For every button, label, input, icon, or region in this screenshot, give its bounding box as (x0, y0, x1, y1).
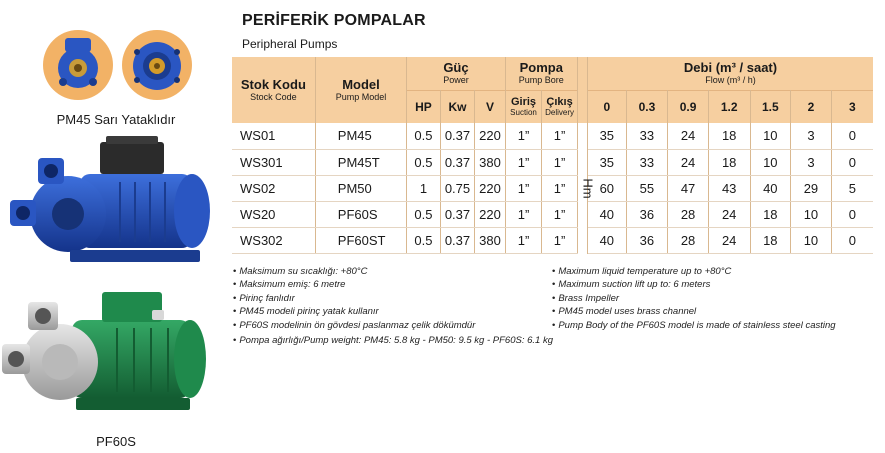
suction-cell: 1” (505, 123, 542, 149)
note-item: • Pump Body of the PF60S model is made of stainless steel casting (552, 319, 836, 331)
note-item: • Maximum suction lift up to: 6 meters (552, 279, 711, 291)
head-cell: 10 (791, 227, 832, 253)
page-subtitle: Peripheral Pumps (242, 37, 338, 51)
head-cell: 18 (708, 123, 750, 149)
table-row (232, 149, 873, 175)
head-cell: 18 (750, 227, 791, 253)
flow-col-3: 1.2 (708, 90, 750, 123)
model-cell: PF60ST (315, 227, 406, 253)
head-cell: 33 (626, 149, 668, 175)
head-cell: 43 (708, 175, 750, 201)
power-header: Güç Power (407, 57, 506, 90)
head-cell: 18 (708, 149, 750, 175)
pump-bore-header: Pompa Pump Bore (505, 57, 577, 90)
suction-header: Giriş Suction (505, 90, 542, 123)
head-cell: 24 (708, 201, 750, 227)
notes-turkish (233, 265, 475, 332)
pf60s-pump-image (2, 286, 224, 431)
pm45-detail-image-1 (43, 30, 113, 100)
head-cell: 0 (831, 149, 873, 175)
head-cell: 40 (750, 175, 791, 201)
suction-cell: 1” (505, 227, 542, 253)
head-cell: 10 (750, 123, 791, 149)
suction-cell: 1” (505, 175, 542, 201)
notes-english (552, 265, 836, 332)
head-cell: 24 (668, 149, 709, 175)
head-cell: 3 (791, 149, 832, 175)
table-row (232, 123, 873, 149)
head-cell: 60 (588, 175, 627, 201)
flow-col-5: 2 (791, 90, 832, 123)
hm-label: Hm (577, 123, 587, 253)
kw-cell: 0.37 (440, 201, 475, 227)
kw-cell: 0.75 (440, 175, 475, 201)
product-images (0, 0, 232, 453)
head-cell: 24 (668, 123, 709, 149)
model-cell: PM45 (315, 123, 406, 149)
suction-cell: 1” (505, 149, 542, 175)
model-cell: PF60S (315, 201, 406, 227)
head-cell: 24 (708, 227, 750, 253)
head-cell: 28 (668, 201, 709, 227)
head-cell: 10 (750, 149, 791, 175)
suction-cell: 1” (505, 201, 542, 227)
v-header: V (475, 90, 506, 123)
head-cell: 40 (588, 227, 627, 253)
flow-col-1: 0.3 (626, 90, 668, 123)
note-item: • PM45 model uses brass channel (552, 306, 697, 318)
page-title: PERİFERİK POMPALAR (242, 12, 426, 29)
flow-col-4: 1.5 (750, 90, 791, 123)
head-cell: 36 (626, 201, 668, 227)
note-item: • PM45 modeli pirinç yatak kullanır (233, 306, 379, 318)
kw-cell: 0.37 (440, 227, 475, 253)
delivery-cell: 1” (542, 123, 578, 149)
head-cell: 28 (668, 227, 709, 253)
head-cell: 0 (831, 227, 873, 253)
note-item: • PF60S modelinin ön gövdesi paslanmaz çelik dökümdür (233, 319, 476, 331)
header-gap (577, 57, 587, 123)
delivery-cell: 1” (542, 201, 578, 227)
head-cell: 0 (831, 201, 873, 227)
flow-col-6: 3 (831, 90, 873, 123)
head-cell: 55 (626, 175, 668, 201)
pm45-detail-image-2 (122, 30, 192, 100)
stock-code-cell: WS01 (232, 123, 315, 149)
stock-code-cell: WS301 (232, 149, 315, 175)
head-cell: 5 (831, 175, 873, 201)
v-cell: 220 (475, 123, 506, 149)
stock-code-header: Stok Kodu Stock Code (232, 57, 315, 123)
head-cell: 36 (626, 227, 668, 253)
head-cell: 35 (588, 149, 627, 175)
note-item: • Maximum liquid temperature up to +80°C (552, 266, 732, 277)
table-row (232, 201, 873, 227)
hp-cell: 1 (407, 175, 441, 201)
v-cell: 380 (475, 227, 506, 253)
delivery-cell: 1” (542, 227, 578, 253)
head-cell: 10 (791, 201, 832, 227)
hp-cell: 0.5 (407, 201, 441, 227)
flow-col-0: 0 (588, 90, 627, 123)
kw-header: Kw (440, 90, 475, 123)
hp-header: HP (407, 90, 441, 123)
pm45-caption: PM45 Sarı Yataklıdır (56, 112, 176, 127)
table-row (232, 227, 873, 253)
head-cell: 3 (791, 123, 832, 149)
spec-table (232, 57, 873, 254)
head-cell: 47 (668, 175, 709, 201)
model-cell: PM50 (315, 175, 406, 201)
model-cell: PM45T (315, 149, 406, 175)
pm45-pump-image (10, 132, 222, 282)
table-row (232, 175, 873, 201)
head-cell: 18 (750, 201, 791, 227)
pump-weight-note: • Pompa ağırlığı/Pump weight: PM45: 5.8 kg - PM50: 9.5 kg - PF60S: 6.1 kg (233, 335, 553, 346)
kw-cell: 0.37 (440, 123, 475, 149)
head-cell: 33 (626, 123, 668, 149)
head-cell: 0 (831, 123, 873, 149)
note-item: • Pirinç fanlıdır (233, 292, 295, 304)
stock-code-cell: WS02 (232, 175, 315, 201)
hp-cell: 0.5 (407, 149, 441, 175)
pf60s-caption: PF60S (96, 434, 136, 449)
note-item: • Maksimum emiş: 6 metre (233, 279, 346, 291)
head-cell: 35 (588, 123, 627, 149)
hp-cell: 0.5 (407, 123, 441, 149)
stock-code-cell: WS302 (232, 227, 315, 253)
v-cell: 220 (475, 175, 506, 201)
head-cell: 29 (791, 175, 832, 201)
hp-cell: 0.5 (407, 227, 441, 253)
note-item: • Maksimum su sıcaklığı: +80°C (233, 266, 368, 277)
delivery-header: Çıkış Delivery (542, 90, 578, 123)
delivery-cell: 1” (542, 149, 578, 175)
flow-header: Debi (m³ / saat) Flow (m³ / h) (588, 57, 874, 90)
stock-code-cell: WS20 (232, 201, 315, 227)
v-cell: 380 (475, 149, 506, 175)
kw-cell: 0.37 (440, 149, 475, 175)
note-item: • Brass Impeller (552, 292, 620, 304)
v-cell: 220 (475, 201, 506, 227)
delivery-cell: 1” (542, 175, 578, 201)
head-cell: 40 (588, 201, 627, 227)
flow-col-2: 0.9 (668, 90, 709, 123)
model-header: Model Pump Model (315, 57, 406, 123)
